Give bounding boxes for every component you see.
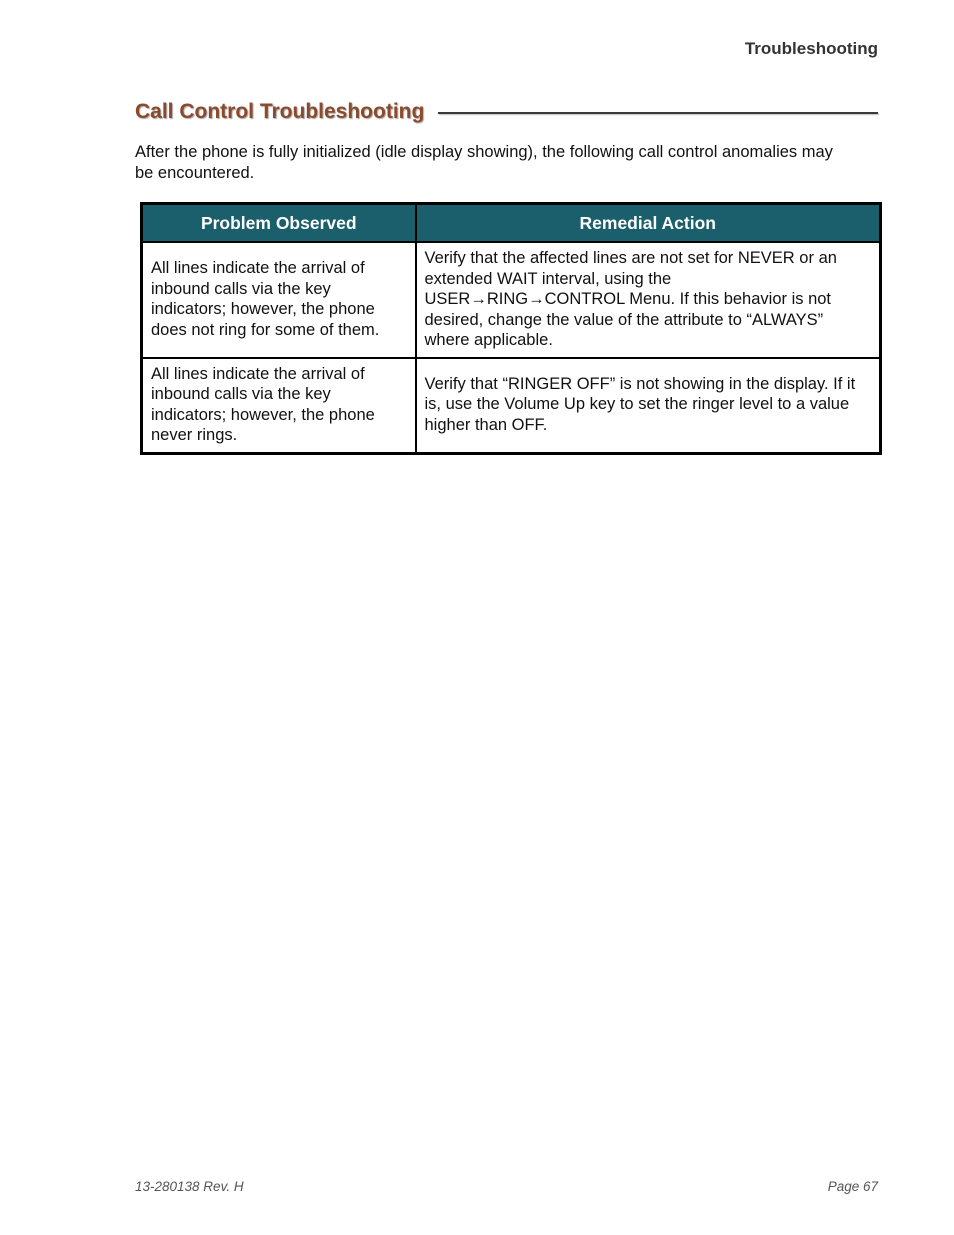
footer-doc-number: 13-280138 Rev. H xyxy=(135,1179,244,1194)
column-header-action: Remedial Action xyxy=(416,204,881,243)
title-rule xyxy=(438,112,878,114)
troubleshooting-table xyxy=(140,202,882,455)
table-row xyxy=(142,358,881,454)
intro-paragraph: After the phone is fully initialized (idle display showing), the following call control anomalies may be encountered. xyxy=(135,143,833,182)
section-heading xyxy=(135,97,878,127)
column-header-problem: Problem Observed xyxy=(142,204,416,243)
footer-page-number: Page 67 xyxy=(827,1179,878,1194)
problem-cell: All lines indicate the arrival of inbound calls via the key indicators; however, the phone never rings. xyxy=(142,358,416,454)
action-cell: Verify that “RINGER OFF” is not showing in the display. If it is, use the Volume Up key to set the ringer level to a value higher than OFF. xyxy=(416,358,881,454)
section-title: Call Control Troubleshooting xyxy=(135,100,425,123)
table-row xyxy=(142,242,881,358)
action-cell: Verify that the affected lines are not set for NEVER or an extended WAIT interval, using the USER→RING→CONTROL Menu. If this behavior is not desired, change the value of the attribute to “ALWAYS” where applicable. xyxy=(416,242,881,358)
table-header-row xyxy=(142,204,881,243)
problem-cell: All lines indicate the arrival of inbound calls via the key indicators; however, the phone does not ring for some of them. xyxy=(142,242,416,358)
running-head: Troubleshooting xyxy=(744,39,878,58)
